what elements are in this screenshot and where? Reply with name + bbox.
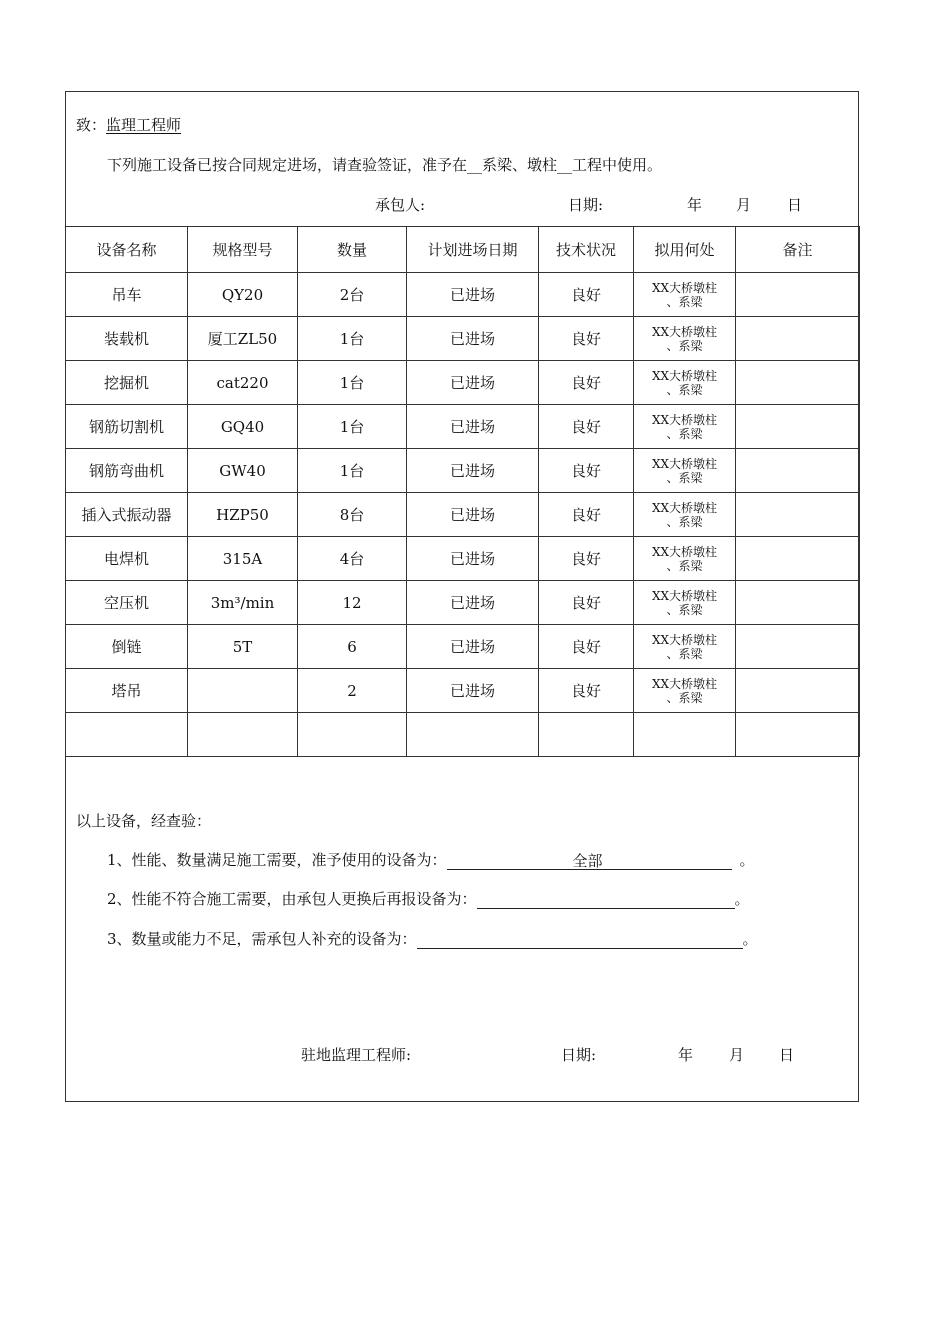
condition-cell: 良好: [539, 625, 634, 669]
entry-date-cell: 已进场: [407, 625, 539, 669]
quantity-cell: 1台: [298, 361, 407, 405]
table-row: [66, 625, 860, 669]
model-cell: 厦工ZL50: [188, 317, 298, 361]
remarks-cell: [736, 625, 860, 669]
remarks-cell: [736, 493, 860, 537]
intended-use-cell: XX大桥墩柱 、系梁: [634, 581, 736, 625]
entry-date-cell: 已进场: [407, 361, 539, 405]
equipment-name-cell: 电焊机: [66, 537, 188, 581]
entry-date-cell: 已进场: [407, 493, 539, 537]
model-cell: GQ40: [188, 405, 298, 449]
remarks-cell: [736, 361, 860, 405]
column-header: 规格型号: [188, 227, 298, 273]
model-cell: cat220: [188, 361, 298, 405]
date-label: 日期:: [568, 196, 604, 214]
engineer-date-day: 日: [779, 1046, 795, 1064]
model-cell: GW40: [188, 449, 298, 493]
model-cell: 3m³/min: [188, 581, 298, 625]
quantity-cell: 6: [298, 625, 407, 669]
intended-use-cell: XX大桥墩柱 、系梁: [634, 493, 736, 537]
engineer-date-year: 年: [678, 1046, 694, 1064]
entry-date-cell: 已进场: [407, 669, 539, 713]
remarks-cell: [736, 273, 860, 317]
remarks-cell: [736, 713, 860, 757]
condition-cell: 良好: [539, 581, 634, 625]
column-header: 数量: [298, 227, 407, 273]
item-2-label: 2、性能不符合施工需要，由承包人更换后再报设备为：: [107, 890, 477, 908]
intended-use-cell: XX大桥墩柱 、系梁: [634, 273, 736, 317]
intended-use-cell: XX大桥墩柱 、系梁: [634, 669, 736, 713]
column-header: 设备名称: [66, 227, 188, 273]
column-header: 技术状况: [539, 227, 634, 273]
item-1-period: 。: [739, 851, 755, 869]
table-header-row: [66, 227, 860, 273]
equipment-name-cell: 塔吊: [66, 669, 188, 713]
table-row: [66, 581, 860, 625]
model-cell: QY20: [188, 273, 298, 317]
intended-use-cell: XX大桥墩柱 、系梁: [634, 405, 736, 449]
quantity-cell: [298, 713, 407, 757]
inspection-item-2: [107, 889, 750, 909]
entry-date-cell: 已进场: [407, 581, 539, 625]
date-month: 月: [736, 196, 752, 214]
intended-use-cell: XX大桥墩柱 、系梁: [634, 625, 736, 669]
model-cell: HZP50: [188, 493, 298, 537]
model-cell: 5T: [188, 625, 298, 669]
remarks-cell: [736, 449, 860, 493]
date-day: 日: [787, 196, 803, 214]
entry-date-cell: [407, 713, 539, 757]
equipment-name-cell: 钢筋弯曲机: [66, 449, 188, 493]
table-row: [66, 449, 860, 493]
model-cell: 315A: [188, 537, 298, 581]
item-2-line: [477, 892, 735, 909]
intended-use-cell: XX大桥墩柱 、系梁: [634, 537, 736, 581]
inspection-item-1: [107, 850, 755, 870]
table-row: [66, 317, 860, 361]
condition-cell: 良好: [539, 537, 634, 581]
table-row: [66, 669, 860, 713]
equipment-name-cell: 吊车: [66, 273, 188, 317]
equipment-name-cell: 挖掘机: [66, 361, 188, 405]
intended-use-cell: XX大桥墩柱 、系梁: [634, 317, 736, 361]
addressee-line: [76, 115, 181, 135]
equipment-name-cell: 插入式振动器: [66, 493, 188, 537]
quantity-cell: 12: [298, 581, 407, 625]
condition-cell: 良好: [539, 669, 634, 713]
equipment-name-cell: 钢筋切割机: [66, 405, 188, 449]
remarks-cell: [736, 317, 860, 361]
remarks-cell: [736, 405, 860, 449]
item-1-label: 1、性能、数量满足施工需要，准予使用的设备为：: [107, 851, 447, 869]
column-header: 计划进场日期: [407, 227, 539, 273]
column-header: 拟用何处: [634, 227, 736, 273]
entry-date-cell: 已进场: [407, 273, 539, 317]
quantity-cell: 2台: [298, 273, 407, 317]
engineer-date-month: 月: [729, 1046, 745, 1064]
equipment-name-cell: [66, 713, 188, 757]
intended-use-cell: XX大桥墩柱 、系梁: [634, 361, 736, 405]
equipment-name-cell: 空压机: [66, 581, 188, 625]
item-3-label: 3、数量或能力不足，需承包人补充的设备为：: [107, 930, 417, 948]
date-year: 年: [687, 196, 703, 214]
quantity-cell: 8台: [298, 493, 407, 537]
table-row: [66, 493, 860, 537]
engineer-label: 驻地监理工程师:: [301, 1046, 412, 1064]
model-cell: [188, 669, 298, 713]
addressee-name: 监理工程师: [106, 116, 182, 134]
item-2-period: 。: [734, 890, 750, 908]
model-cell: [188, 713, 298, 757]
entry-date-cell: 已进场: [407, 449, 539, 493]
condition-cell: 良好: [539, 405, 634, 449]
quantity-cell: 4台: [298, 537, 407, 581]
entry-date-cell: 已进场: [407, 537, 539, 581]
condition-cell: 良好: [539, 273, 634, 317]
table-row: [66, 273, 860, 317]
item-1-value: 全部: [572, 852, 603, 870]
condition-cell: 良好: [539, 449, 634, 493]
entry-date-cell: 已进场: [407, 405, 539, 449]
condition-cell: 良好: [539, 317, 634, 361]
remarks-cell: [736, 581, 860, 625]
equipment-name-cell: 装载机: [66, 317, 188, 361]
table-row: [66, 361, 860, 405]
item-3-line: [417, 932, 743, 949]
to-prefix: 致：: [76, 116, 107, 134]
equipment-table: [65, 226, 860, 757]
quantity-cell: 1台: [298, 405, 407, 449]
intended-use-cell: [634, 713, 736, 757]
table-row: [66, 713, 860, 757]
contractor-label: 承包人:: [375, 196, 426, 214]
quantity-cell: 1台: [298, 449, 407, 493]
quantity-cell: 2: [298, 669, 407, 713]
engineer-date-label: 日期:: [561, 1046, 597, 1064]
entry-date-cell: 已进场: [407, 317, 539, 361]
table-row: [66, 537, 860, 581]
quantity-cell: 1台: [298, 317, 407, 361]
equipment-name-cell: 倒链: [66, 625, 188, 669]
inspection-item-3: [107, 929, 758, 949]
remarks-cell: [736, 537, 860, 581]
column-header: 备注: [736, 227, 860, 273]
item-1-line: [447, 853, 732, 870]
table-row: [66, 405, 860, 449]
condition-cell: [539, 713, 634, 757]
intro-text: 下列施工设备已按合同规定进场，请查验签证，准予在__系梁、墩柱__工程中使用。: [107, 156, 663, 174]
remarks-cell: [736, 669, 860, 713]
condition-cell: 良好: [539, 493, 634, 537]
item-3-period: 。: [742, 930, 758, 948]
intended-use-cell: XX大桥墩柱 、系梁: [634, 449, 736, 493]
condition-cell: 良好: [539, 361, 634, 405]
inspection-intro: 以上设备，经查验：: [76, 812, 212, 830]
